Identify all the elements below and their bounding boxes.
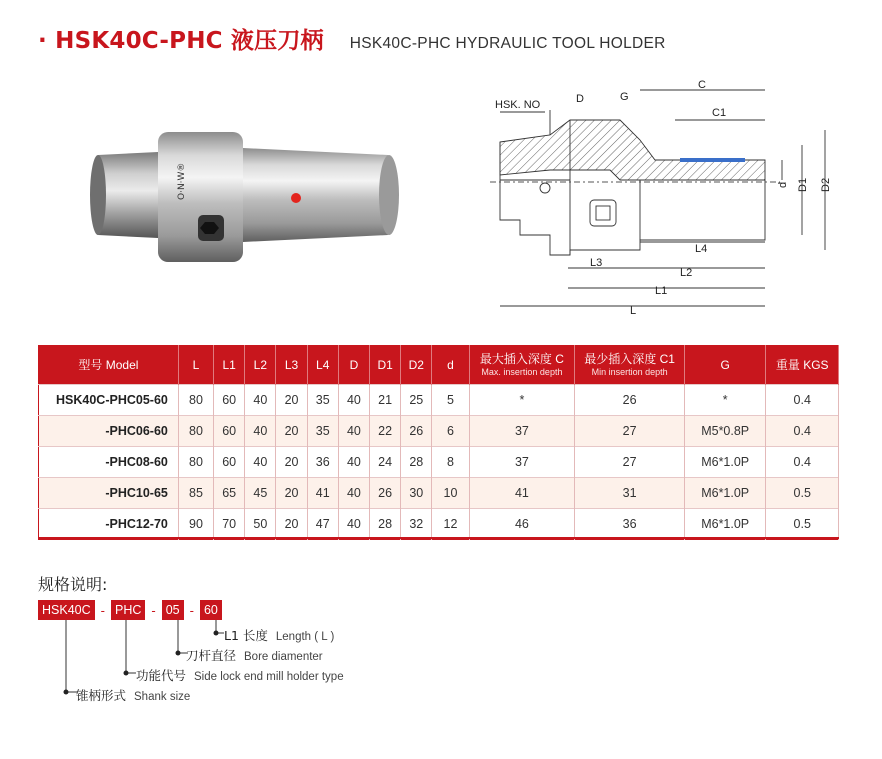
table-cell: 80 <box>178 447 213 478</box>
table-cell: M6*1.0P <box>684 478 766 509</box>
table-cell: * <box>684 385 766 416</box>
table-cell: 40 <box>338 478 369 509</box>
table-cell: 35 <box>307 385 338 416</box>
table-cell: 41 <box>469 478 575 509</box>
table-cell: 31 <box>575 478 685 509</box>
table-cell: 60 <box>214 416 245 447</box>
col-l: L <box>178 346 213 385</box>
table-cell: 40 <box>338 385 369 416</box>
brand-logo: O·N·W® <box>177 162 187 200</box>
code-bore: 05 <box>162 600 184 620</box>
legend-bore: 刀杆直径 Bore diamenter <box>186 648 323 663</box>
table-cell: 65 <box>214 478 245 509</box>
table-cell: 60 <box>214 385 245 416</box>
page-title: · HSK40C-PHC 液压刀柄 <box>38 28 324 54</box>
col-d2: D2 <box>401 346 432 385</box>
code-dash: - <box>100 602 105 618</box>
table-cell: 40 <box>245 385 276 416</box>
table-cell: 0.5 <box>766 478 839 509</box>
col-l2: L2 <box>245 346 276 385</box>
table-cell: 5 <box>432 385 469 416</box>
table-cell: 28 <box>401 447 432 478</box>
red-indicator <box>291 193 301 203</box>
table-cell: 0.4 <box>766 447 839 478</box>
table-cell: 8 <box>432 447 469 478</box>
table-cell: M5*0.8P <box>684 416 766 447</box>
legend-function: 功能代号 Side lock end mill holder type <box>136 668 344 683</box>
table-cell: 60 <box>214 447 245 478</box>
col-model: 型号 Model <box>39 346 179 385</box>
table-cell: 10 <box>432 478 469 509</box>
label-d-small: d <box>777 181 789 188</box>
label-hsk-no: HSK. NO <box>495 99 541 111</box>
table-cell: 85 <box>178 478 213 509</box>
page-header <box>38 22 666 58</box>
table-header-row <box>39 346 839 385</box>
col-min-depth: 最少插入深度 C1 Min insertion depth <box>575 346 685 385</box>
table-cell: 0.4 <box>766 385 839 416</box>
legend-length: L1 长度 Length ( L ) <box>224 628 335 643</box>
table-cell: 28 <box>370 509 401 540</box>
table-row <box>39 385 839 416</box>
table-cell: 41 <box>307 478 338 509</box>
label-c: C <box>698 80 706 91</box>
table-cell: M6*1.0P <box>684 509 766 540</box>
table-cell: 36 <box>307 447 338 478</box>
code-length: 60 <box>200 600 222 620</box>
label-l2: L2 <box>680 267 693 279</box>
table-cell: 70 <box>214 509 245 540</box>
label-d-upper: D <box>576 93 584 105</box>
product-photo <box>88 120 418 270</box>
table-cell: 0.4 <box>766 416 839 447</box>
table-cell: 27 <box>575 416 685 447</box>
table-cell: 26 <box>575 385 685 416</box>
table-cell: 27 <box>575 447 685 478</box>
table-cell: 20 <box>276 447 307 478</box>
table-cell: 0.5 <box>766 509 839 540</box>
table-cell-model: HSK40C-PHC05-60 <box>39 385 179 416</box>
table-row <box>39 478 839 509</box>
table-cell: 26 <box>401 416 432 447</box>
table-cell: 32 <box>401 509 432 540</box>
table-cell: 40 <box>338 447 369 478</box>
legend-shank: 锥柄形式 Shank size <box>76 688 191 703</box>
table-cell: 20 <box>276 416 307 447</box>
col-d1: D1 <box>370 346 401 385</box>
table-cell: 6 <box>432 416 469 447</box>
spec-table <box>38 345 839 540</box>
model-code-row <box>38 600 222 620</box>
table-row <box>39 509 839 540</box>
technical-drawing <box>490 80 850 320</box>
col-l4: L4 <box>307 346 338 385</box>
col-max-depth: 最大插入深度 C Max. insertion depth <box>469 346 575 385</box>
table-cell: M6*1.0P <box>684 447 766 478</box>
table-cell: 40 <box>338 416 369 447</box>
table-cell-model: -PHC10-65 <box>39 478 179 509</box>
table-cell: 20 <box>276 478 307 509</box>
table-cell-model: -PHC12-70 <box>39 509 179 540</box>
table-row <box>39 416 839 447</box>
table-cell: 26 <box>370 478 401 509</box>
table-cell: 20 <box>276 509 307 540</box>
col-d: D <box>338 346 369 385</box>
table-cell: 22 <box>370 416 401 447</box>
label-l1: L1 <box>655 285 668 297</box>
col-l1: L1 <box>214 346 245 385</box>
table-cell: 45 <box>245 478 276 509</box>
table-cell: 24 <box>370 447 401 478</box>
table-cell: 12 <box>432 509 469 540</box>
table-cell: 40 <box>245 416 276 447</box>
code-dash: - <box>151 602 156 618</box>
label-c1: C1 <box>712 107 727 119</box>
label-l: L <box>630 305 637 317</box>
table-cell: 25 <box>401 385 432 416</box>
label-l3: L3 <box>590 257 603 269</box>
label-l4: L4 <box>695 243 708 255</box>
table-cell: 37 <box>469 447 575 478</box>
table-cell: 36 <box>575 509 685 540</box>
table-cell: 35 <box>307 416 338 447</box>
label-g: G <box>620 91 629 103</box>
table-cell: 40 <box>245 447 276 478</box>
table-cell: 21 <box>370 385 401 416</box>
label-d1: D1 <box>797 177 809 192</box>
table-cell-model: -PHC08-60 <box>39 447 179 478</box>
table-cell: * <box>469 385 575 416</box>
table-cell: 37 <box>469 416 575 447</box>
code-dash: - <box>189 602 194 618</box>
col-weight: 重量 KGS <box>766 346 839 385</box>
table-cell-model: -PHC06-60 <box>39 416 179 447</box>
naming-title: 规格说明: <box>38 575 108 594</box>
table-cell: 46 <box>469 509 575 540</box>
col-g: G <box>684 346 766 385</box>
page-subtitle: HSK40C-PHC HYDRAULIC TOOL HOLDER <box>349 35 666 52</box>
table-cell: 47 <box>307 509 338 540</box>
table-cell: 40 <box>338 509 369 540</box>
table-cell: 80 <box>178 385 213 416</box>
table-cell: 50 <box>245 509 276 540</box>
col-l3: L3 <box>276 346 307 385</box>
label-d2: D2 <box>820 177 832 192</box>
table-cell: 90 <box>178 509 213 540</box>
table-cell: 80 <box>178 416 213 447</box>
col-d-small: d <box>432 346 469 385</box>
code-function: PHC <box>111 600 145 620</box>
table-cell: 30 <box>401 478 432 509</box>
table-row <box>39 447 839 478</box>
table-cell: 20 <box>276 385 307 416</box>
code-shank: HSK40C <box>38 600 95 620</box>
